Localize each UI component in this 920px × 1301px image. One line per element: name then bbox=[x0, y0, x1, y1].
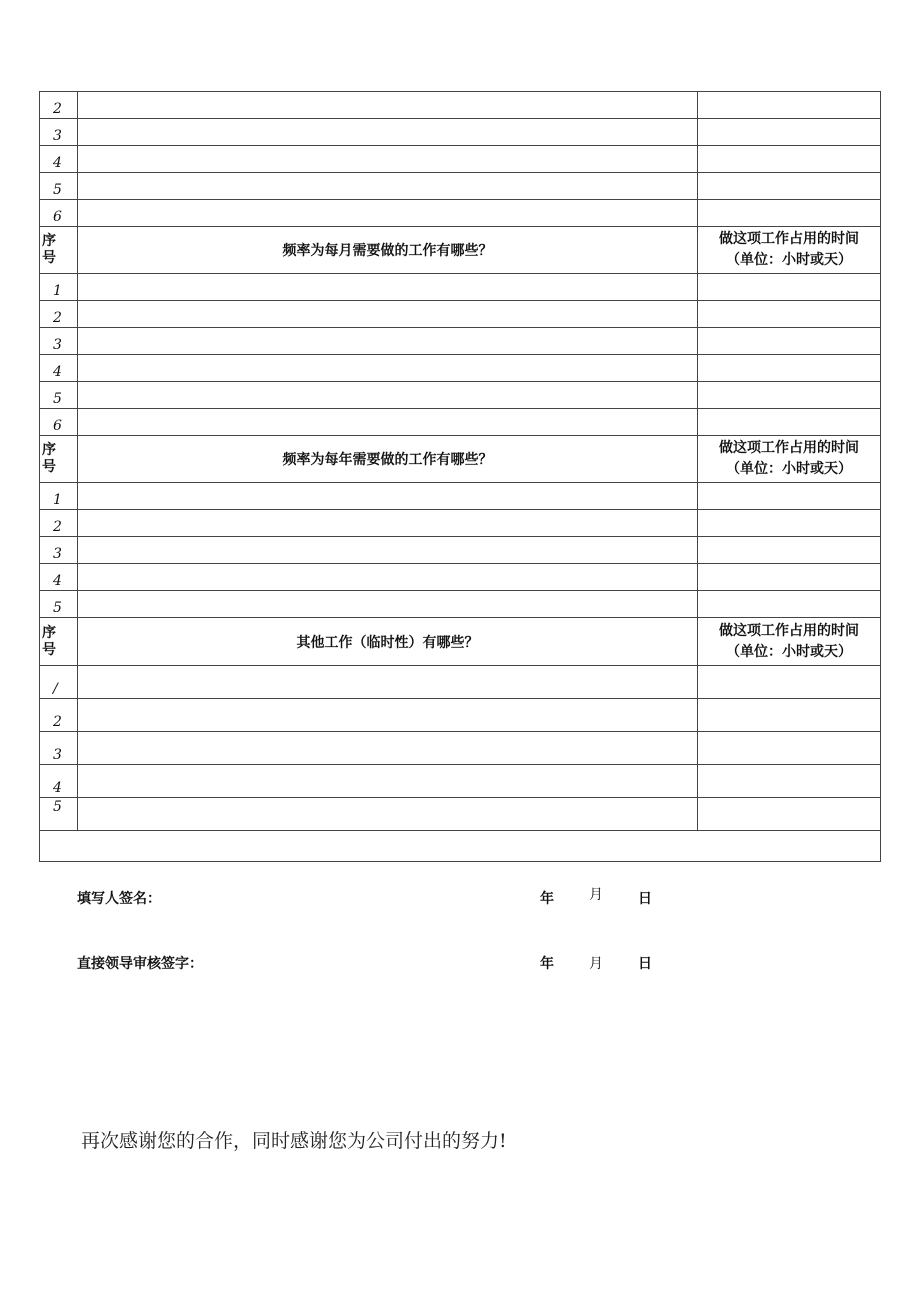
table-row bbox=[40, 765, 881, 798]
row-number: 4 bbox=[40, 564, 78, 591]
table-row bbox=[40, 301, 881, 328]
table-row bbox=[40, 564, 881, 591]
task-cell[interactable] bbox=[78, 355, 698, 382]
task-cell[interactable] bbox=[78, 483, 698, 510]
table-row bbox=[40, 146, 881, 173]
row-number: 2 bbox=[40, 92, 78, 119]
supervisor-day-label: 日 bbox=[638, 956, 652, 972]
supervisor-year-label: 年 bbox=[540, 956, 554, 972]
supervisor-month-label: 月 bbox=[589, 956, 603, 972]
time-cell[interactable] bbox=[698, 483, 881, 510]
time-cell[interactable] bbox=[698, 765, 881, 798]
section-header-monthly bbox=[40, 227, 881, 274]
task-cell[interactable] bbox=[78, 510, 698, 537]
task-cell[interactable] bbox=[78, 200, 698, 227]
time-cell[interactable] bbox=[698, 274, 881, 301]
time-cell[interactable] bbox=[698, 591, 881, 618]
table-row bbox=[40, 732, 881, 765]
task-cell[interactable] bbox=[78, 92, 698, 119]
task-cell[interactable] bbox=[78, 274, 698, 301]
seq-header: 序 号 bbox=[40, 227, 78, 274]
row-number: 1 bbox=[40, 483, 78, 510]
row-number: 6 bbox=[40, 409, 78, 436]
row-number: 3 bbox=[40, 732, 78, 765]
row-number: 1 bbox=[40, 274, 78, 301]
task-cell[interactable] bbox=[78, 537, 698, 564]
time-header: 做这项工作占用的时间 （单位：小时或天） bbox=[698, 618, 881, 666]
row-number: 4 bbox=[40, 765, 78, 798]
task-cell[interactable] bbox=[78, 328, 698, 355]
time-cell[interactable] bbox=[698, 146, 881, 173]
table-row bbox=[40, 483, 881, 510]
question-header: 频率为每月需要做的工作有哪些？ bbox=[78, 227, 698, 274]
table-footer-row bbox=[40, 831, 881, 862]
table-row bbox=[40, 119, 881, 146]
row-number: 5 bbox=[40, 591, 78, 618]
time-cell[interactable] bbox=[698, 732, 881, 765]
seq-header: 序 号 bbox=[40, 436, 78, 483]
question-header: 其他工作（临时性）有哪些？ bbox=[78, 618, 698, 666]
time-cell[interactable] bbox=[698, 301, 881, 328]
task-cell[interactable] bbox=[78, 146, 698, 173]
task-cell[interactable] bbox=[78, 409, 698, 436]
time-cell[interactable] bbox=[698, 409, 881, 436]
thanks-message: 再次感谢您的合作，同时感谢您为公司付出的努力! bbox=[81, 1130, 507, 1152]
task-cell[interactable] bbox=[78, 732, 698, 765]
supervisor-signature-label: 直接领导审核签字： bbox=[77, 956, 203, 972]
table-row bbox=[40, 666, 881, 699]
task-cell[interactable] bbox=[78, 591, 698, 618]
time-cell[interactable] bbox=[698, 537, 881, 564]
table-row bbox=[40, 92, 881, 119]
time-cell[interactable] bbox=[698, 666, 881, 699]
row-number: 4 bbox=[40, 355, 78, 382]
task-cell[interactable] bbox=[78, 798, 698, 831]
table-row bbox=[40, 328, 881, 355]
row-number: 3 bbox=[40, 537, 78, 564]
section-header-other bbox=[40, 618, 881, 666]
task-cell[interactable] bbox=[78, 301, 698, 328]
task-cell[interactable] bbox=[78, 699, 698, 732]
section-header-yearly bbox=[40, 436, 881, 483]
time-cell[interactable] bbox=[698, 119, 881, 146]
time-cell[interactable] bbox=[698, 173, 881, 200]
row-number: 4 bbox=[40, 146, 78, 173]
seq-header: 序 号 bbox=[40, 618, 78, 666]
filler-signature-label: 填写人签名： bbox=[77, 891, 161, 907]
time-cell[interactable] bbox=[698, 355, 881, 382]
time-cell[interactable] bbox=[698, 328, 881, 355]
table-row bbox=[40, 200, 881, 227]
table-row bbox=[40, 591, 881, 618]
notes-cell[interactable] bbox=[40, 831, 881, 862]
row-number: 6 bbox=[40, 200, 78, 227]
time-cell[interactable] bbox=[698, 92, 881, 119]
question-header: 频率为每年需要做的工作有哪些？ bbox=[78, 436, 698, 483]
task-cell[interactable] bbox=[78, 564, 698, 591]
table-row bbox=[40, 409, 881, 436]
table-row bbox=[40, 699, 881, 732]
filler-month-label: 月 bbox=[589, 887, 603, 903]
task-cell[interactable] bbox=[78, 765, 698, 798]
table-row bbox=[40, 274, 881, 301]
task-cell[interactable] bbox=[78, 119, 698, 146]
table-row bbox=[40, 537, 881, 564]
time-header: 做这项工作占用的时间 （单位：小时或天） bbox=[698, 436, 881, 483]
filler-year-label: 年 bbox=[540, 891, 554, 907]
task-cell[interactable] bbox=[78, 382, 698, 409]
table-row bbox=[40, 510, 881, 537]
time-cell[interactable] bbox=[698, 200, 881, 227]
row-number: 3 bbox=[40, 119, 78, 146]
time-cell[interactable] bbox=[698, 699, 881, 732]
filler-day-label: 日 bbox=[638, 891, 652, 907]
row-number: 5 bbox=[40, 798, 78, 831]
row-number: 5 bbox=[40, 382, 78, 409]
row-number: 2 bbox=[40, 510, 78, 537]
job-analysis-table bbox=[39, 91, 881, 862]
time-cell[interactable] bbox=[698, 510, 881, 537]
task-cell[interactable] bbox=[78, 173, 698, 200]
row-number: 2 bbox=[40, 301, 78, 328]
row-number: 5 bbox=[40, 173, 78, 200]
table-row bbox=[40, 173, 881, 200]
row-number: 3 bbox=[40, 328, 78, 355]
table-row bbox=[40, 798, 881, 831]
table-row bbox=[40, 355, 881, 382]
table-row bbox=[40, 382, 881, 409]
row-number: / bbox=[40, 666, 78, 699]
time-cell[interactable] bbox=[698, 382, 881, 409]
time-cell[interactable] bbox=[698, 798, 881, 831]
time-cell[interactable] bbox=[698, 564, 881, 591]
row-number: 2 bbox=[40, 699, 78, 732]
task-cell[interactable] bbox=[78, 666, 698, 699]
time-header: 做这项工作占用的时间 （单位：小时或天） bbox=[698, 227, 881, 274]
